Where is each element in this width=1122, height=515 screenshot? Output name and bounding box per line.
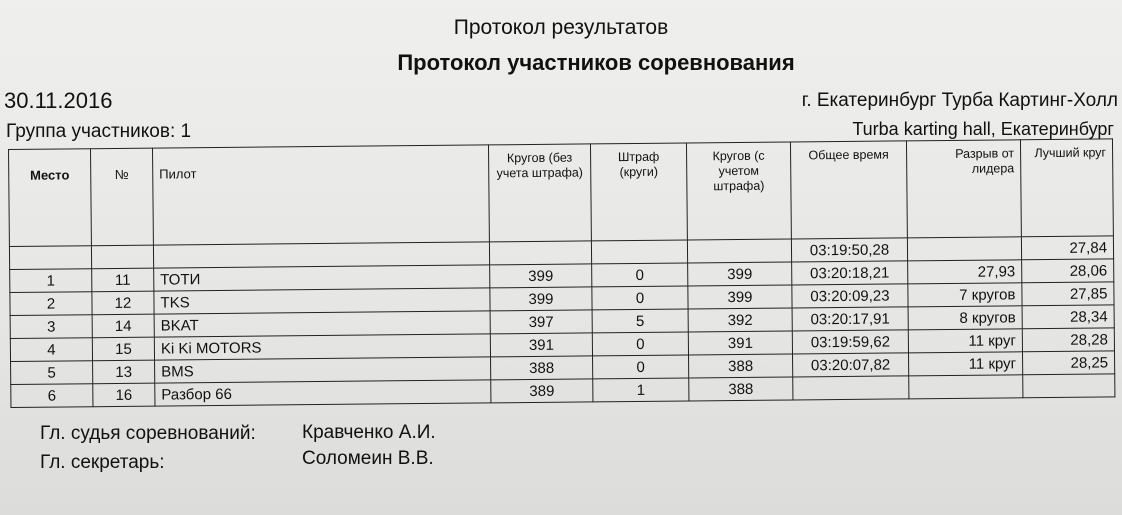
- venue-english: Turba karting hall, Екатеринбург: [852, 119, 1114, 139]
- cell-gap: [909, 375, 1023, 399]
- cell-best-lap: 28,06: [1022, 259, 1114, 283]
- cell-penalty: 5: [592, 309, 688, 333]
- column-header-gap: Разрыв от лидера: [906, 140, 1021, 238]
- column-header-penalty: Штраф (круги): [590, 143, 687, 241]
- cell-gap: 27,93: [908, 260, 1022, 284]
- cell-pilot: BMS: [155, 357, 491, 383]
- column-header-pilot: Пилот: [152, 145, 489, 245]
- column-header-best-lap: Лучший круг: [1020, 139, 1113, 237]
- cell-penalty: [591, 240, 687, 264]
- cell-place: 3: [10, 315, 92, 339]
- cell-total-time: 03:20:17,91: [792, 307, 908, 331]
- event-date: 30.11.2016: [4, 88, 113, 113]
- cell-number: 14: [92, 314, 154, 338]
- cell-place: 6: [11, 384, 93, 408]
- cell-number: 15: [92, 337, 154, 361]
- cell-penalty: 0: [592, 286, 688, 310]
- cell-total-time: 03:20:09,23: [792, 284, 908, 308]
- cell-place: [9, 246, 91, 270]
- cell-total-time: 03:19:50,28: [791, 238, 907, 262]
- cell-laps-raw: 388: [491, 356, 593, 380]
- cell-total-time: 03:19:59,62: [792, 330, 908, 354]
- cell-number: 13: [93, 360, 155, 384]
- cell-laps-raw: 399: [490, 264, 592, 288]
- cell-penalty: 1: [593, 378, 689, 402]
- cell-pilot: TKS: [154, 288, 490, 314]
- cell-best-lap: 28,25: [1022, 351, 1114, 375]
- cell-laps-net: 388: [689, 354, 793, 378]
- cell-laps-net: [687, 239, 791, 263]
- cell-pilot: Разбор 66: [155, 380, 491, 406]
- cell-total-time: [793, 376, 909, 400]
- cell-laps-net: 392: [688, 308, 792, 332]
- chief-judge-label: Гл. судья соревнований:: [40, 423, 256, 444]
- venue-russian: г. Екатеринбург Турба Картинг-Холл: [801, 90, 1118, 111]
- cell-penalty: 0: [593, 355, 689, 379]
- cell-place: 2: [10, 292, 92, 316]
- document-subtitle: Протокол участников соревнования: [397, 50, 795, 75]
- cell-number: 11: [92, 268, 154, 292]
- cell-laps-raw: [489, 241, 591, 265]
- cell-best-lap: [1023, 374, 1115, 398]
- cell-best-lap: 27,85: [1022, 282, 1114, 306]
- cell-pilot: ТОТИ: [154, 265, 490, 291]
- cell-gap: 11 круг: [908, 352, 1022, 376]
- cell-pilot: Ki Ki MOTORS: [154, 334, 490, 360]
- chief-secretary-label: Гл. секретарь:: [40, 452, 165, 473]
- cell-place: 1: [10, 269, 92, 293]
- cell-number: 16: [93, 383, 155, 407]
- cell-laps-net: 391: [688, 331, 792, 355]
- cell-pilot: [153, 242, 489, 268]
- cell-laps-net: 399: [688, 285, 792, 309]
- column-header-total-time: Общее время: [790, 141, 907, 239]
- chief-judge-name: Кравченко А.И.: [302, 422, 436, 443]
- cell-laps-raw: 389: [491, 379, 593, 403]
- cell-penalty: 0: [592, 263, 688, 287]
- cell-gap: [907, 237, 1021, 261]
- participant-group: Группа участников: 1: [6, 121, 192, 142]
- cell-gap: 11 круг: [908, 329, 1022, 353]
- cell-laps-raw: 397: [490, 310, 592, 334]
- column-header-laps-raw: Кругов (без учета штрафа): [488, 144, 591, 242]
- cell-laps-raw: 391: [490, 333, 592, 357]
- cell-total-time: 03:20:07,82: [793, 353, 909, 377]
- column-header-laps-net: Кругов (с учетом штрафа): [686, 142, 791, 240]
- cell-best-lap: 28,34: [1022, 305, 1114, 329]
- cell-laps-net: 399: [688, 262, 792, 286]
- chief-secretary-name: Соломеин В.В.: [302, 448, 434, 469]
- document-title: Протокол результатов: [453, 16, 669, 39]
- table-header-row: [9, 139, 1114, 247]
- cell-laps-net: 388: [689, 377, 793, 401]
- cell-number: [91, 245, 153, 269]
- cell-best-lap: 28,28: [1022, 328, 1114, 352]
- cell-laps-raw: 399: [490, 287, 592, 311]
- cell-penalty: 0: [592, 332, 688, 356]
- cell-number: 12: [92, 291, 154, 315]
- cell-total-time: 03:20:18,21: [792, 261, 908, 285]
- cell-place: 4: [10, 338, 92, 362]
- cell-place: 5: [11, 361, 93, 385]
- cell-best-lap: 27,84: [1021, 236, 1113, 260]
- cell-pilot: BKAT: [154, 311, 490, 337]
- cell-gap: 8 кругов: [908, 306, 1022, 330]
- cell-gap: 7 кругов: [908, 283, 1022, 307]
- column-header-number: №: [91, 148, 154, 246]
- results-table: [8, 138, 1115, 408]
- column-header-place: Место: [9, 149, 92, 247]
